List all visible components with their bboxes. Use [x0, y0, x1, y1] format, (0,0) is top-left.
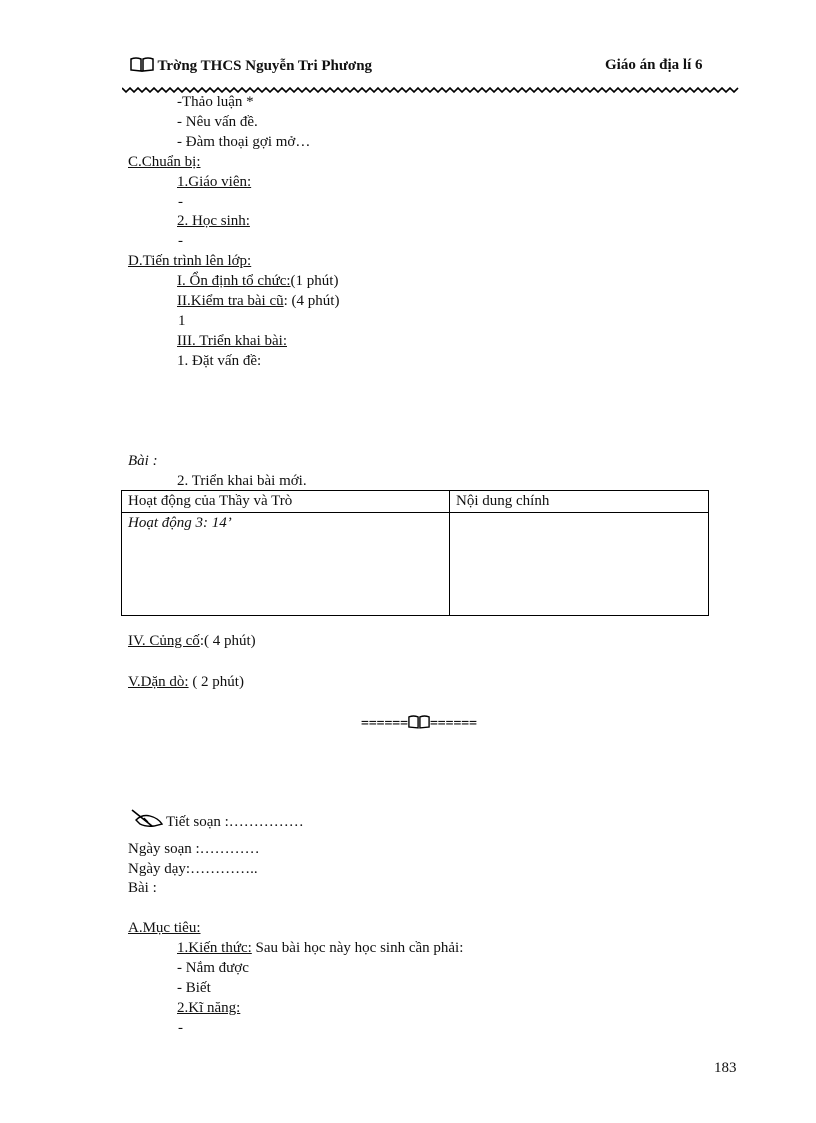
activity-table: [121, 490, 709, 616]
table-row: [122, 513, 709, 616]
open-book-icon: [408, 714, 430, 733]
student-label: 2. Học sinh:: [177, 213, 250, 229]
homework-line: [128, 673, 244, 691]
prep-date: Ngày soạn :…………: [128, 841, 260, 857]
consolidate-time: :( 4 phút): [199, 633, 256, 649]
objective-item-2: - Biết: [177, 980, 211, 996]
table-header-activity: Hoạt động của Thầy và Trò: [122, 491, 450, 513]
consolidate-label: IV. Củng cố: [128, 633, 200, 649]
table-header-row: [122, 491, 709, 513]
method-problem: - Nêu vấn đề.: [177, 114, 258, 130]
deploy-new-lesson: 2. Triển khai bài mới.: [177, 473, 307, 489]
stabilize-line: [177, 272, 338, 290]
teacher-value: -: [178, 194, 183, 210]
objectives-heading: A.Mục tiêu:: [128, 920, 201, 936]
objective-item-1: - Nắm được: [177, 960, 249, 976]
skills-value: -: [178, 1020, 183, 1036]
method-discussion: -Thảo luận *: [177, 94, 254, 110]
section-divider: [361, 714, 477, 733]
table-header-content: Nội dung chính: [450, 491, 709, 513]
divider-left: ======: [361, 716, 408, 731]
stabilize-time: (1 phút): [290, 273, 339, 289]
method-dialogue: - Đàm thoại gợi mở…: [177, 134, 311, 150]
skills-label: 2.Kĩ năng:: [177, 1000, 241, 1016]
writing-hand-icon: [130, 806, 166, 835]
subject-title: Giáo án địa lí 6: [605, 57, 703, 73]
period-text: Tiết soạn :……………: [166, 814, 304, 830]
stabilize-label: I. Ổn định tổ chức:: [177, 273, 291, 289]
review-time: : (4 phút): [283, 293, 340, 309]
review-line: [177, 292, 339, 310]
school-name: Trờng THCS Nguyễn Tri Phương: [157, 58, 373, 74]
teacher-label: 1.Giáo viên:: [177, 174, 252, 190]
open-book-icon: [130, 56, 154, 77]
homework-label: V.Dặn dò:: [128, 674, 189, 690]
knowledge-text: Sau bài học này học sinh cần phải:: [251, 940, 464, 956]
lesson-label: Bài :: [128, 453, 158, 469]
consolidate-line: [128, 632, 256, 650]
deploy-label: III. Triển khai bài:: [177, 333, 287, 349]
divider-right: ======: [429, 716, 477, 731]
table-cell-activity: Hoạt động 3: 14’: [122, 513, 450, 616]
prep-heading: C.Chuẩn bị:: [128, 154, 201, 170]
knowledge-line: [177, 939, 463, 957]
review-item: 1: [178, 313, 186, 329]
problem-statement: 1. Đặt vấn đề:: [177, 353, 262, 369]
next-lesson-label: Bài :: [128, 880, 157, 896]
page-number: 183: [714, 1060, 737, 1076]
teach-date: Ngày dạy:…………..: [128, 861, 258, 877]
table-cell-content: [450, 513, 709, 616]
homework-time: ( 2 phút): [188, 674, 244, 690]
header-left: [130, 56, 372, 77]
student-value: -: [178, 233, 183, 249]
knowledge-label: 1.Kiến thức:: [177, 940, 252, 956]
review-label: II.Kiểm tra bài cũ: [177, 293, 284, 309]
process-heading: D.Tiến trình lên lớp:: [128, 253, 252, 269]
period-line: [130, 806, 304, 835]
